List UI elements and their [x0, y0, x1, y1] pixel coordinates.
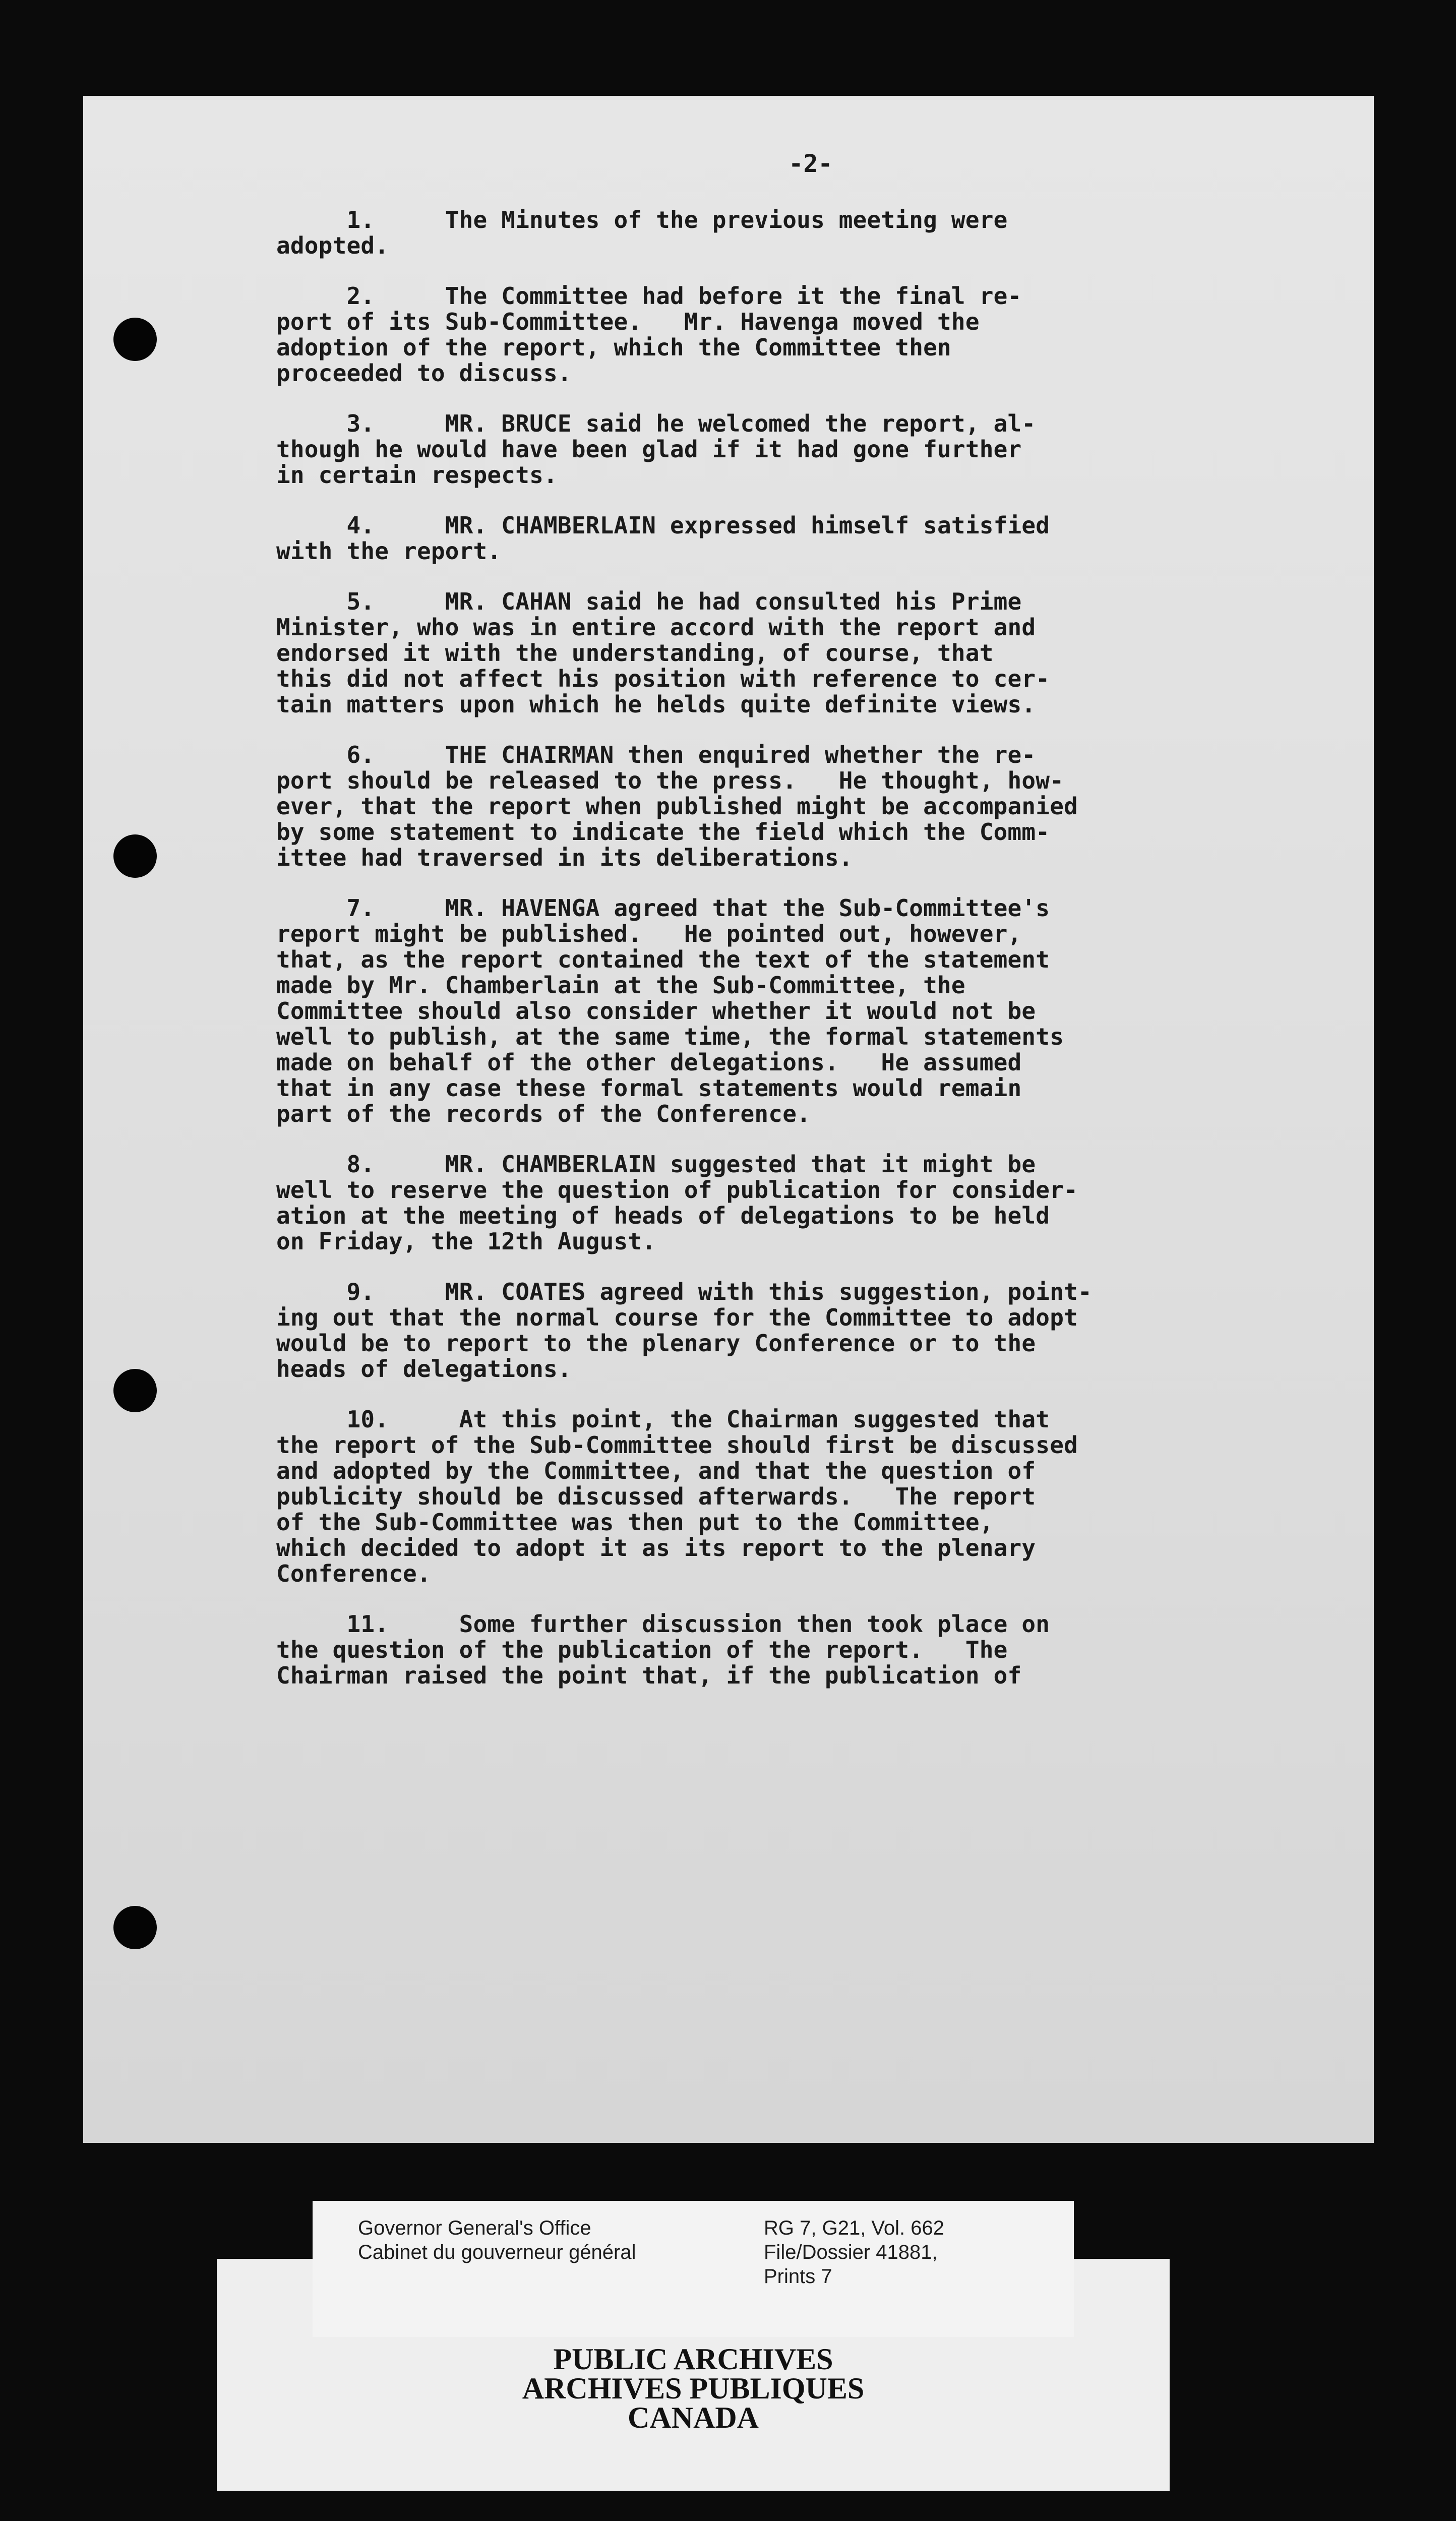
paragraph-line: the report of the Sub-Committee should first be discussed: [276, 1431, 1078, 1459]
paragraph-line: part of the records of the Conference.: [276, 1100, 811, 1127]
paragraph-line: publicity should be discussed afterwards. The report: [276, 1483, 1036, 1510]
paragraph-line: of the Sub-Committee was then put to the Committee,: [276, 1509, 994, 1536]
paragraph-line: Minister, who was in entire accord with the report and: [276, 614, 1036, 641]
paragraph-list: [276, 207, 1224, 1689]
paragraph-line: port should be released to the press. He thought, how-: [276, 767, 1064, 794]
minutes-paragraph: [276, 1152, 1224, 1254]
paragraph-line: 8. MR. CHAMBERLAIN suggested that it might be: [276, 1151, 1036, 1178]
paragraph-line: this did not affect his position with reference to cer-: [276, 665, 1050, 692]
office-en: Governor General's Office: [358, 2217, 591, 2239]
paragraph-line: ing out that the normal course for the Committee to adopt: [276, 1304, 1078, 1331]
paragraph-line: made by Mr. Chamberlain at the Sub-Committee, the: [276, 972, 965, 999]
paragraph-line: that in any case these formal statements would remain: [276, 1074, 1022, 1102]
paragraph-line: well to publish, at the same time, the formal statements: [276, 1023, 1064, 1050]
archives-stamp: [217, 2345, 1170, 2432]
paragraph-line: would be to report to the plenary Conference or to the: [276, 1330, 1036, 1357]
archive-label: [313, 2201, 1074, 2337]
paragraph-line: port of its Sub-Committee. Mr. Havenga moved the: [276, 308, 980, 335]
minutes-paragraph: [276, 207, 1224, 259]
minutes-paragraph: [276, 1611, 1224, 1689]
file-number: File/Dossier 41881,: [764, 2241, 938, 2263]
paragraph-line: proceeded to discuss.: [276, 359, 572, 387]
paragraph-line: that, as the report contained the text of the statement: [276, 946, 1050, 973]
paragraph-line: 9. MR. COATES agreed with this suggestion, point-: [276, 1278, 1092, 1305]
minutes-paragraph: [276, 513, 1224, 564]
minutes-paragraph: [276, 1279, 1224, 1382]
paragraph-line: adoption of the report, which the Committee then: [276, 334, 951, 361]
minutes-paragraph: [276, 1407, 1224, 1587]
paragraph-line: ittee had traversed in its deliberations.: [276, 844, 853, 871]
punch-hole: [113, 834, 157, 878]
paragraph-line: which decided to adopt it as its report to the plenary: [276, 1534, 1036, 1562]
reference-number: RG 7, G21, Vol. 662: [764, 2217, 944, 2239]
archives-line-en: PUBLIC ARCHIVES: [553, 2343, 833, 2376]
paragraph-line: 1. The Minutes of the previous meeting were: [276, 206, 1008, 233]
prints-number: Prints 7: [764, 2265, 832, 2288]
paragraph-line: 11. Some further discussion then took place on: [276, 1610, 1050, 1638]
reference-column: [764, 2216, 944, 2289]
paragraph-line: adopted.: [276, 232, 389, 259]
paragraph-line: Conference.: [276, 1560, 431, 1587]
office-column: [358, 2216, 636, 2264]
paragraph-line: 2. The Committee had before it the final re-: [276, 282, 1022, 310]
minutes-paragraph: [276, 411, 1224, 488]
minutes-paragraph: [276, 283, 1224, 386]
archives-line-country: CANADA: [628, 2401, 759, 2434]
minutes-paragraph: [276, 589, 1224, 717]
office-fr: Cabinet du gouverneur général: [358, 2241, 636, 2263]
paragraph-line: in certain respects.: [276, 461, 558, 489]
paragraph-line: ever, that the report when published might be accompanied: [276, 793, 1078, 820]
paragraph-line: well to reserve the question of publication for consider-: [276, 1176, 1078, 1204]
paragraph-line: 6. THE CHAIRMAN then enquired whether the re-: [276, 741, 1036, 768]
paragraph-line: on Friday, the 12th August.: [276, 1228, 656, 1255]
minutes-paragraph: [276, 742, 1224, 871]
minutes-paragraph: [276, 895, 1224, 1127]
paragraph-line: 4. MR. CHAMBERLAIN expressed himself satisfied: [276, 512, 1050, 539]
paragraph-line: by some statement to indicate the field which the Comm-: [276, 818, 1050, 846]
paragraph-line: 3. MR. BRUCE said he welcomed the report, al-: [276, 410, 1036, 437]
paragraph-line: Chairman raised the point that, if the publication of: [276, 1662, 1022, 1689]
page-number: -2-: [788, 150, 833, 178]
paragraph-line: and adopted by the Committee, and that the question of: [276, 1457, 1036, 1484]
punch-hole: [113, 318, 157, 361]
paragraph-line: Committee should also consider whether it would not be: [276, 997, 1036, 1025]
paragraph-line: heads of delegations.: [276, 1355, 572, 1383]
paragraph-line: ation at the meeting of heads of delegations to be held: [276, 1202, 1050, 1229]
paragraph-line: 5. MR. CAHAN said he had consulted his Prime: [276, 588, 1022, 615]
paragraph-line: 7. MR. HAVENGA agreed that the Sub-Committee's: [276, 894, 1050, 922]
paragraph-line: tain matters upon which he helds quite definite views.: [276, 691, 1036, 718]
archives-line-fr: ARCHIVES PUBLIQUES: [522, 2372, 865, 2405]
typed-minutes: [276, 151, 1224, 1713]
paragraph-line: the question of the publication of the report. The: [276, 1636, 1008, 1663]
paragraph-line: 10. At this point, the Chairman suggested that: [276, 1406, 1050, 1433]
punch-hole: [113, 1906, 157, 1949]
paragraph-line: report might be published. He pointed out, however,: [276, 920, 1022, 947]
paragraph-line: with the report.: [276, 537, 502, 565]
paragraph-line: endorsed it with the understanding, of course, that: [276, 639, 994, 667]
paragraph-line: though he would have been glad if it had gone further: [276, 436, 1022, 463]
punch-hole: [113, 1369, 157, 1412]
paragraph-line: made on behalf of the other delegations. He assumed: [276, 1049, 1022, 1076]
